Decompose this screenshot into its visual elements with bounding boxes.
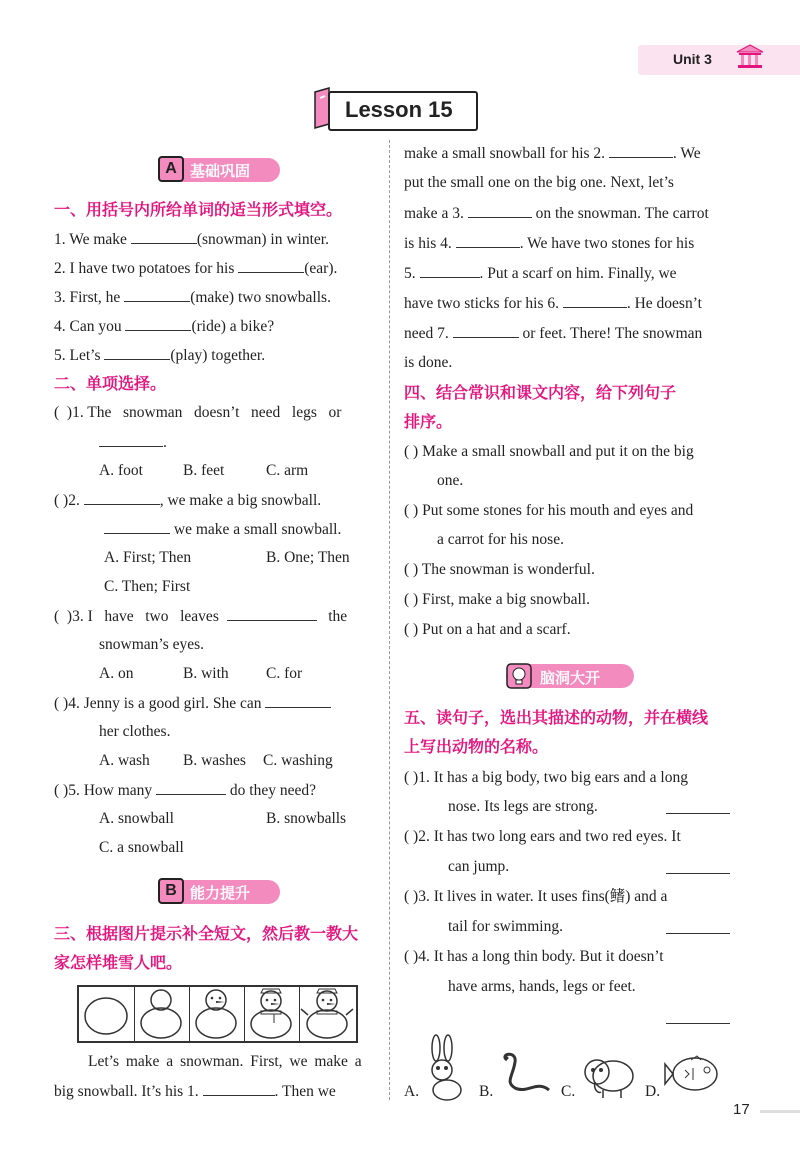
q5-item-3-line1: ( )3. It lives in water. It uses fins(鳍) and a — [404, 888, 668, 905]
fish-icon — [663, 1052, 723, 1096]
animal-label-b: B. — [479, 1083, 494, 1100]
q3-passage-line-6: is his 4. . We have two stones for his — [404, 235, 695, 252]
snowman-step-1 — [79, 987, 135, 1041]
q2-item-2-opt-c: C. Then; First — [104, 578, 191, 595]
q2-item-5-opt-b: B. snowballs — [266, 810, 347, 827]
q1-item-3: 3. First, he (make) two snowballs. — [54, 289, 331, 306]
section-a-letter: A — [158, 156, 184, 182]
q5-item-2-line2: can jump. — [448, 858, 510, 875]
q3-passage-line-8: have two sticks for his 6. . He doesn’t — [404, 295, 702, 312]
q2-item-3-opt-b: B. with — [183, 665, 229, 682]
q2-item-2-opt-a: A. First; Then — [104, 549, 192, 566]
q2-item-1-line1: ( )1. The snowman doesn’t need legs or — [54, 404, 342, 421]
q5-item-2-line1: ( )2. It has two long ears and two red eyes. It — [404, 828, 681, 845]
q2-item-2-line2: we make a small snowball. — [104, 519, 341, 540]
q2-item-1-opt-b: B. feet — [183, 462, 225, 479]
q2-item-2-line1: ( )2. , we make a big snowball. — [54, 492, 322, 509]
q2-item-1-line2: . — [99, 432, 167, 453]
q1-item-5: 5. Let’s (play) together. — [54, 347, 266, 364]
q2-item-4-line1: ( )4. Jenny is a good girl. She can — [54, 693, 331, 714]
q2-item-2-opt-b: B. One; Then — [266, 549, 350, 566]
q2-item-1-opt-a: A. foot — [99, 462, 143, 479]
snowman-step-4 — [244, 987, 300, 1041]
q2-item-1-opt-c: C. arm — [266, 462, 309, 479]
q2-heading: 二、单项选择。 — [54, 374, 167, 393]
q4-item-4: ( ) First, make a big snowball. — [404, 591, 590, 608]
q4-item-3: ( ) The snowman is wonderful. — [404, 561, 595, 578]
unit-label: Unit 3 — [673, 51, 712, 67]
animal-label-a: A. — [404, 1083, 420, 1100]
q2-item-4-opt-a: A. wash — [99, 752, 150, 769]
section-a-title: 基础巩固 — [190, 162, 251, 180]
animal-label-c: C. — [561, 1083, 576, 1100]
snowman-step-5 — [299, 987, 356, 1041]
q2-item-4-line2: her clothes. — [99, 723, 171, 740]
column-divider — [389, 140, 390, 1100]
q1-heading: 一、用括号内所给单词的适当形式填空。 — [54, 200, 343, 219]
q3-passage-line-2: big snowball. It’s his 1. . Then we — [54, 1083, 336, 1100]
q2-item-4-opt-c: C. washing — [263, 752, 333, 769]
q2-item-5-opt-a: A. snowball — [99, 810, 174, 827]
q2-item-3-line2: snowman’s eyes. — [99, 636, 205, 653]
q2-item-3-opt-c: C. for — [266, 665, 303, 682]
q1-item-1: 1. We make (snowman) in winter. — [54, 231, 329, 248]
q4-item-1-line1: ( ) Make a small snowball and put it on the big — [404, 443, 694, 460]
q3-passage-line-7: 5. . Put a scarf on him. Finally, we — [404, 265, 677, 282]
q4-item-5: ( ) Put on a hat and a scarf. — [404, 621, 571, 638]
q5-item-3-line2: tail for swimming. — [448, 918, 563, 935]
q5-answer-1[interactable] — [666, 799, 730, 814]
page-number-bar — [760, 1110, 800, 1113]
animal-label-d: D. — [645, 1083, 661, 1100]
q5-item-4-line2: have arms, hands, legs or feet. — [448, 978, 636, 995]
q3-passage-line-3: make a small snowball for his 2. . We — [404, 145, 701, 162]
snowman-step-3 — [189, 987, 245, 1041]
q5-item-4-line1: ( )4. It has a long thin body. But it doesn’t — [404, 948, 664, 965]
page-number: 17 — [733, 1101, 750, 1118]
snowman-step-2 — [134, 987, 190, 1041]
q3-heading-line1: 三、根据图片提示补全短文，然后教一教大 — [54, 924, 359, 943]
q3-passage-line-5: make a 3. on the snowman. The carrot — [404, 205, 709, 222]
q3-passage-line-9: need 7. or feet. There! The snowman — [404, 325, 703, 342]
q3-passage-line-1: Let’s make a snowman. First, we make a — [88, 1053, 362, 1070]
snake-icon — [497, 1050, 553, 1098]
section-c-title: 脑洞大开 — [540, 669, 601, 687]
q3-heading-line2: 家怎样堆雪人吧。 — [54, 953, 183, 972]
q4-item-2-line2: a carrot for his nose. — [437, 531, 564, 548]
snowman-steps-strip — [77, 985, 358, 1043]
q5-answer-2[interactable] — [666, 859, 730, 874]
q5-answer-4[interactable] — [666, 1009, 730, 1024]
q5-answer-3[interactable] — [666, 919, 730, 934]
q5-heading-line1: 五、读句子，选出其描述的动物，并在横线 — [404, 708, 709, 727]
q4-item-1-line2: one. — [437, 472, 464, 489]
q2-item-3-line1: ( )3. I have two leaves the — [54, 608, 348, 625]
q3-passage-line-4: put the small one on the big one. Next, let’s — [404, 174, 674, 191]
q2-item-3-opt-a: A. on — [99, 665, 134, 682]
q5-heading-line2: 上写出动物的名称。 — [404, 737, 549, 756]
q3-passage-line-10: is done. — [404, 354, 453, 371]
q4-heading-line2: 排序。 — [404, 412, 453, 431]
q1-item-4: 4. Can you (ride) a bike? — [54, 318, 275, 335]
lightbulb-icon — [506, 663, 532, 689]
q2-item-4-opt-b: B. washes — [183, 752, 246, 769]
q2-item-5-opt-c: C. a snowball — [99, 839, 184, 856]
q4-item-2-line1: ( ) Put some stones for his mouth and eyes and — [404, 502, 694, 519]
elephant-icon — [577, 1052, 637, 1100]
q5-item-1-line1: ( )1. It has a big body, two big ears and a long — [404, 769, 688, 786]
building-icon — [735, 43, 765, 71]
q1-item-2: 2. I have two potatoes for his (ear). — [54, 260, 338, 277]
section-b-letter: B — [158, 878, 184, 904]
lesson-title: Lesson 15 — [345, 97, 453, 122]
rabbit-icon — [420, 1034, 470, 1102]
section-b-title: 能力提升 — [190, 884, 251, 902]
q2-item-5-line1: ( )5. How many do they need? — [54, 782, 316, 799]
q4-heading-line1: 四、结合常识和课文内容，给下列句子 — [404, 383, 677, 402]
q5-item-1-line2: nose. Its legs are strong. — [448, 798, 598, 815]
unit-header-tab — [638, 45, 800, 75]
